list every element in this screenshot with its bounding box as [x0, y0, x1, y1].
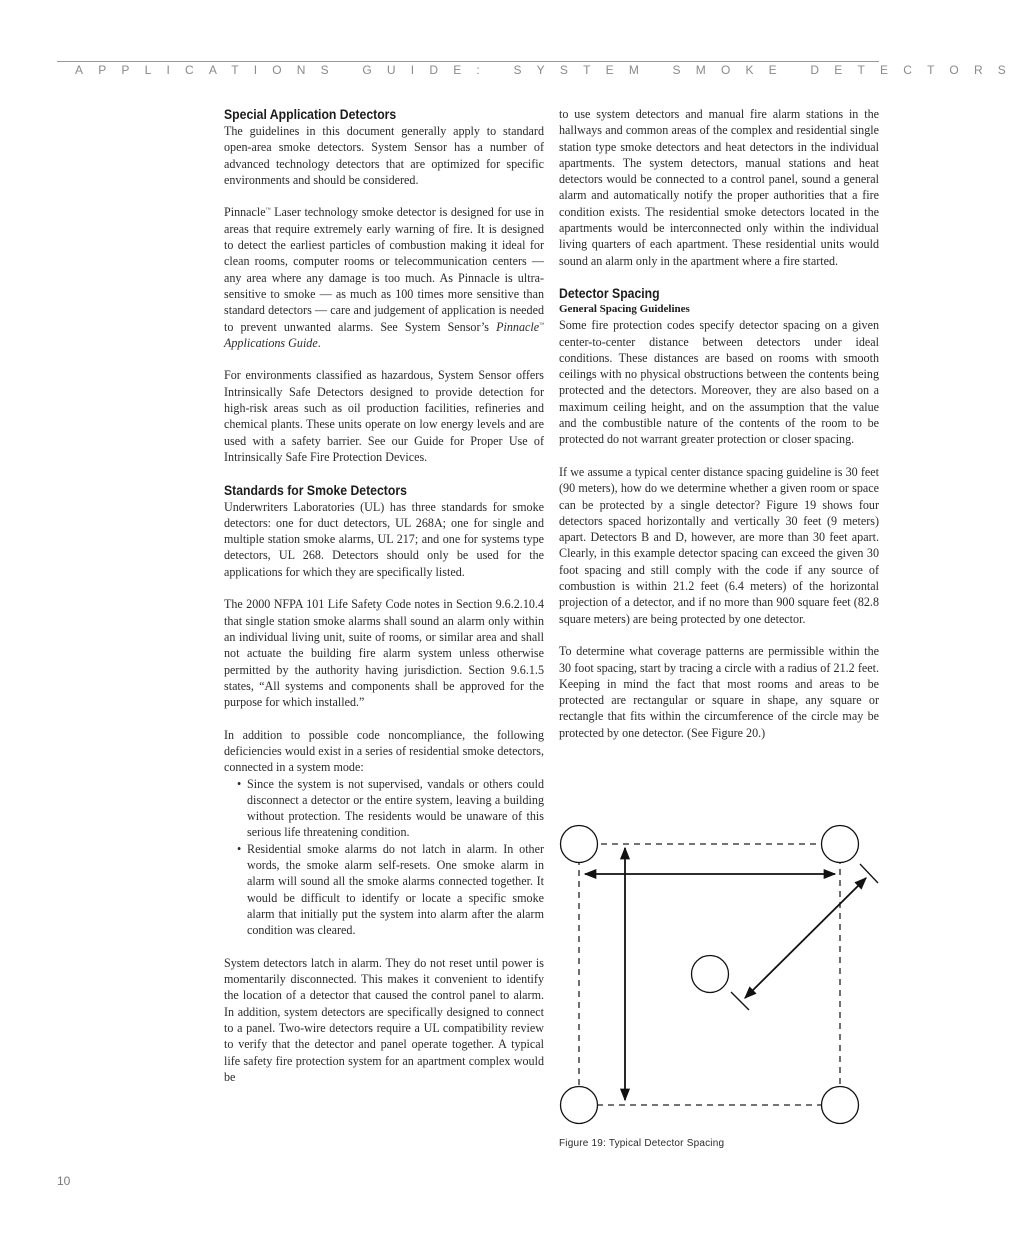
standards-paragraph-ul: Underwriters Laboratories (UL) has three standards for smoke detectors: one for duct detectors, UL 268A; one for single and multiple station smoke alarms, UL 217; and one for systems type detectors, UL 268. Detectors should only be used for the applications for which they are specifically listed. — [224, 499, 544, 579]
spacing-paragraph-coverage: To determine what coverage patterns are permissible within the 30 foot spacing, start by tracing a circle with a radius of 21.2 feet. Keeping in mind the fact that most rooms and areas to be protected are rectangular or square in shape, any square or rectangle that fits within the circumference of the circle may be protected by one detector. (See Figure 20.) — [559, 644, 879, 740]
standards-paragraph-deficiencies: In addition to possible code noncompliance, the following deficiencies would exist in a series of residential smoke detectors, connected in a system mode: — [224, 727, 544, 775]
trademark-mark: ™ — [265, 208, 271, 214]
detector-center — [692, 956, 729, 993]
pinnacle-word: Pinnacle — [224, 205, 266, 220]
diagonal-radius-arrow — [745, 878, 866, 998]
detector-top-right — [822, 826, 859, 863]
deficiency-list — [224, 776, 544, 939]
right-column — [559, 106, 879, 741]
standards-heading: Standards for Smoke Detectors — [224, 482, 407, 498]
bullet-icon: • — [237, 841, 242, 856]
pinnacle-paragraph: Pinnacle™ Laser technology smoke detector is designed for use in areas that require extremely early warning of fire. It is designed to detect the earliest particles of combustion making it ideal for clean rooms, computer rooms or telecommunication centers — any area where any damage is too much. As Pinnacle is ultra-sensitive to smoke — as much as 100 times more sensitive than standard detectors — care and judgement of application is needed to prevent unwanted alarms. See System Sensor’s Pinnacle™ Applications Guide. — [224, 205, 544, 350]
detector-bottom-right — [822, 1087, 859, 1124]
list-item: • Since the system is not supervised, vandals or others could disconnect a detector or the entire system, leaving a building without protection. The residents would be unaware of this serious life threatening condition. — [237, 776, 544, 840]
latch-paragraph: System detectors latch in alarm. They do not reset until power is momentarily disconnected. This makes it convenient to identify the location of a detector that caused the control panel to alarm. In addition, system detectors are specifically designed to connect to a panel. Two-wire detectors require a UL compatibility review to verify that the detector and panel operate together. A typical life safety fire protection system for an apartment complex would be — [224, 955, 544, 1084]
detector-spacing-figure — [559, 822, 881, 1127]
detector-bottom-left — [561, 1087, 598, 1124]
spacing-paragraph-example: If we assume a typical center distance spacing guideline is 30 feet (90 meters), how do we determine whether a given room or space can be protected by a single detector? Figure 19 shows four detectors spaced horizontally and vertically 30 feet (9 meters) apart. Detectors B and D, however, are more than 30 feet apart. Clearly, in this example detector spacing can exceed the given 30 foot spacing and still comply with the code if any source of combustion is within 21.2 feet (6.4 meters) of the horizontal projection of a detector, and if no more than 900 square feet (82.8 square meters) are being protected by one detector. — [559, 464, 879, 626]
general-spacing-subheading: General Spacing Guidelines — [559, 303, 690, 316]
pinnacle-guide-title: Pinnacle™ Applications Guide — [224, 319, 544, 350]
diagonal-end-tick-bottom — [731, 992, 749, 1010]
pinnacle-body: Laser technology smoke detector is designed for use in areas that require extremely early warning of fire. It is designed to detect the earliest particles of combustion making it ideal for clean rooms, computer rooms or telecommunication centers — any area where any damage is too much. As Pinnacle is ultra-sensitive to smoke — as much as 100 times more sensitive than standard detectors — care and judgement of application is needed to prevent unwanted alarms. See System Sensor’s — [224, 205, 544, 334]
bullet-icon: • — [237, 776, 242, 791]
spacing-paragraph-codes: Some fire protection codes specify detector spacing on a given center-to-center distance between detectors under ideal conditions. These distances are based on rooms with smooth ceilings with no physical obstructions between the contents being protected and the detectors. Moreover, they are also based on a maximum ceiling height, and on the assumption that the value and the combustible nature of the contents of the room to be protected do not warrant greater protection or closer spacing. — [559, 318, 879, 447]
list-item: • Residential smoke alarms do not latch in alarm. In other words, the smoke alarm self-resets. One smoke alarm in alarm will sound all the smoke alarms connected together. It would be difficult to identify or locate a specific smoke alarm that initially put the system into alarm after the alarm condition was cleared. — [237, 841, 544, 938]
running-head: APPLICATIONS GUIDE: SYSTEM SMOKE DETECTORS — [75, 63, 1021, 77]
hazardous-paragraph: For environments classified as hazardous, System Sensor offers Intrinsically Safe Detectors designed to provide detection for high-risk areas such as oil production facilities, refineries and chemical plants. These units operate on low energy levels and are used with a safety barrier. See our Guide for Proper Use of Intrinsically Safe Fire Protection Devices. — [224, 368, 544, 464]
detector-top-left — [561, 826, 598, 863]
page-number: 10 — [57, 1174, 71, 1188]
figure-caption: Figure 19: Typical Detector Spacing — [559, 1138, 725, 1149]
special-application-heading: Special Application Detectors — [224, 107, 397, 122]
detector-spacing-heading: Detector Spacing — [559, 286, 660, 302]
header-rule — [57, 61, 879, 62]
special-application-paragraph: The guidelines in this document generally apply to standard open-area smoke detectors. System Sensor has a number of advanced technology detectors that are optimized for specific environments and should be considered. — [224, 124, 544, 187]
continued-paragraph: to use system detectors and manual fire alarm stations in the hallways and common areas of the complex and residential single station type smoke detectors and heat detectors in the individual apartments. The system detectors, manual stations and heat detectors would be connected to a control panel, sound a general alarm and automatically notify the proper authorities that a fire condition exists. The residential smoke detectors located in the apartments would be interconnected only within the individual living quarters of each apartment. These residential units would sound an alarm only in the apartment where a fire started. — [559, 107, 879, 268]
left-column — [224, 106, 544, 1085]
standards-paragraph-nfpa: The 2000 NFPA 101 Life Safety Code notes in Section 9.6.2.10.4 that single station smoke alarms shall sound an alarm only within an individual living unit, suite of rooms, or similar area and shall not actuate the building fire alarm system unless otherwise permitted by the authority having jurisdiction. Section 9.6.1.5 states, “All systems and components shall be approved for the purpose for which installed.” — [224, 597, 544, 710]
